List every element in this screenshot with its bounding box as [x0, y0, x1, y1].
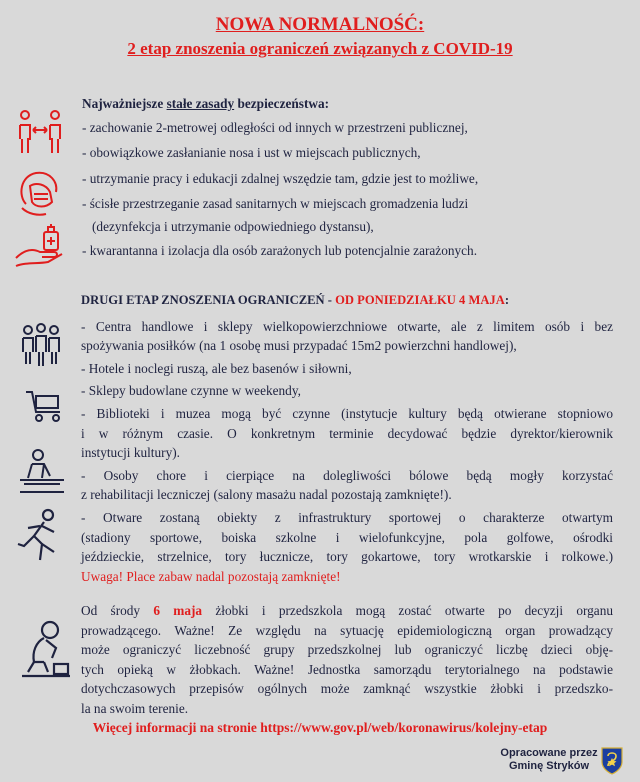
stage2-malls-l1: - Centra handlowe i sklepy wielkopowierzchniowe otwarte, ale z limitem osób i bez	[81, 318, 613, 334]
nursery-l1-pre: Od środy	[81, 603, 154, 618]
stage2-libraries-l1: - Biblioteki i muzea mogą być czynne (instytucje kultury będą otwierane stopniowo	[81, 405, 613, 421]
stage2-sports-l3: jeździeckie, strzelnice, tory łucznicze, tory gokartowe, tory wrotkarskie i rolkowe.)	[81, 549, 613, 565]
stage2-libraries-l3: instytucji kultury).	[81, 445, 180, 461]
stage2-heading-sep: -	[324, 293, 336, 307]
shopping-cart-icon	[24, 390, 66, 422]
rule-item-sanitary: - ścisłe przestrzeganie zasad sanitarnych w miejscach gromadzenia ludzi	[82, 196, 469, 212]
rule-item-sanitary-cont: (dezynfekcja i utrzymanie odpowiedniego dystansu),	[92, 218, 374, 234]
stage2-malls-l2: spożywania posiłków (na 1 osobę musi przypadać 15m2 powierzchni handlowej),	[81, 338, 517, 354]
footer-line-1: Opracowane przez	[500, 747, 598, 759]
stage2-rehab-l1: - Osoby chore i cierpiące na dolegliwości bólowe będą mogły korzystać	[81, 467, 613, 483]
stage2-heading-date: OD PONIEDZIAŁKU 4 MAJA	[335, 293, 505, 307]
nursery-l5: dotychczasowych przepisów ogólnych może zamknąć wszystkie żłobki i przedszko-	[81, 681, 613, 697]
nursery-l1	[81, 601, 613, 621]
stage2-rehab-l2: z rehabilitacji leczniczej (salony masażu nadal pozostają zamknięte!).	[81, 487, 452, 503]
stage2-heading-main: DRUGI ETAP ZNOSZENIA OGRANICZEŃ	[81, 293, 325, 307]
title-line-2: 2 etap znoszenia ograniczeń związanych z COVID-19	[127, 39, 513, 58]
mask-icon	[16, 168, 62, 218]
rule-item-quarantine: - kwarantanna i izolacja dla osób zarażonych lub potencjalnie zarażonych.	[82, 242, 478, 258]
stage2-sports-l1: - Otware zostaną obiekty z infrastruktury sportowej o charakterze otwartym	[81, 509, 613, 525]
rules-heading	[82, 94, 622, 114]
stage2-playground-warning: Uwaga! Place zabaw nadal pozostają zamknięte!	[81, 568, 341, 584]
nursery-l1-post: żłobki i przedszkola mogą zostać otwarte po decyzji organu	[202, 603, 614, 618]
rules-section	[82, 94, 622, 260]
rules-heading-pre: Najważniejsze	[82, 96, 167, 111]
rule-item-mask: - obowiązkowe zasłanianie nosa i ust w miejscach publicznych,	[82, 145, 421, 161]
group-people-icon	[18, 322, 64, 368]
title-line-1: NOWA NORMALNOŚĆ:	[215, 14, 425, 35]
child-playing-icon	[18, 618, 74, 680]
massage-icon	[16, 448, 68, 496]
footer-credit	[489, 747, 609, 773]
nursery-section	[81, 601, 613, 719]
stage2-hardware-stores: - Sklepy budowlane czynne w weekendy,	[81, 383, 301, 399]
stage2-heading	[81, 291, 613, 311]
stage2-sports-l2: (stadiony sportowe, boiska szkolne i wielofunkcyjne, pola golfowe, ośrodki	[81, 529, 613, 545]
coat-of-arms-icon	[600, 746, 624, 776]
runner-icon	[14, 508, 64, 568]
rule-item-remote-work: - utrzymanie pracy i edukacji zdalnej wszędzie tam, gdzie jest to możliwe,	[82, 170, 479, 186]
nursery-l4: tych opieką w żłobkach. Ważne! Jednostka samorządu terytorialnego na podstawie	[81, 661, 613, 677]
stage2-heading-end: :	[504, 293, 510, 307]
distance-icon	[16, 108, 64, 156]
stage2-hotels: - Hotele i noclegi ruszą, ale bez basenów i siłowni,	[81, 360, 352, 376]
rules-heading-emph: stałe zasady	[166, 96, 235, 111]
more-info-link[interactable]: Więcej informacji na stronie https://www.gov.pl/web/koronawirus/kolejny-etap	[92, 720, 548, 735]
hand-sanitizer-icon	[14, 222, 66, 268]
nursery-l3: może ograniczyć liczebność grupy przedszkolnej lub ograniczyć liczbę dzieci obję-	[81, 642, 613, 658]
stage2-libraries-l2: i w różnym czasie. O konkretnym terminie decydować będzie dyrektor/kierownik	[81, 425, 613, 441]
nursery-l6: la na swoim terenie.	[81, 700, 189, 716]
stage2-section	[81, 291, 613, 586]
rule-item-distance: - zachowanie 2-metrowej odległości od innych w przestrzeni publicznej,	[82, 119, 468, 135]
nursery-l2: prowadzącego. Ważne! Ze względu na sytuację epidemiologiczną organ prowadzący	[81, 622, 613, 638]
rules-heading-post: bezpieczeństwa:	[234, 96, 330, 111]
page-title	[0, 14, 640, 36]
footer-line-2: Gminę Stryków	[508, 760, 590, 772]
page-subtitle	[0, 39, 640, 59]
nursery-date: 6 maja	[153, 603, 203, 618]
